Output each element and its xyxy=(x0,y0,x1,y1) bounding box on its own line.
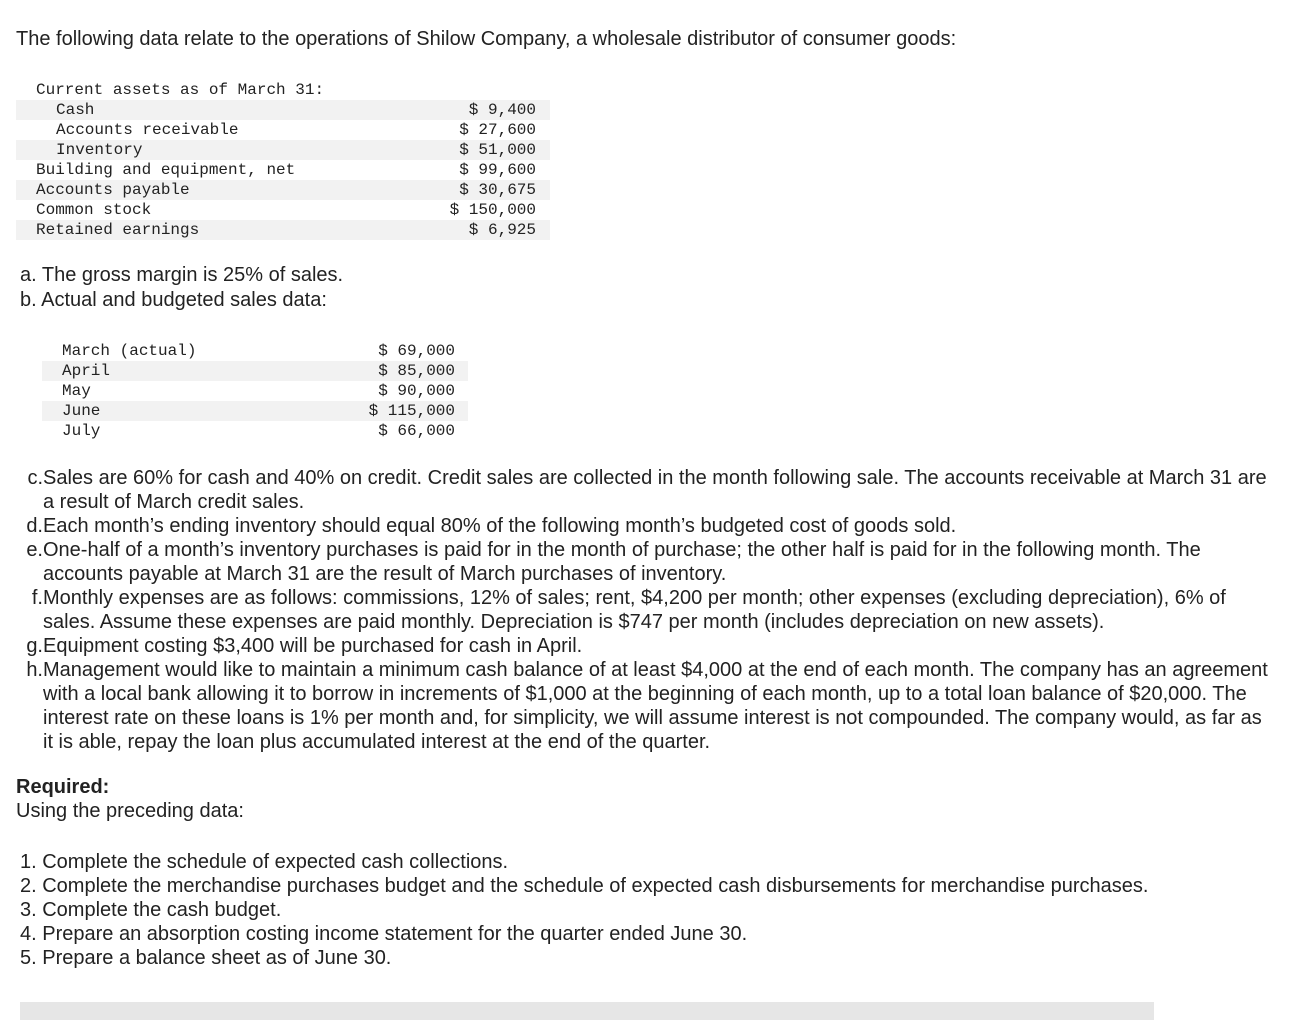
row-value: $ 66,000 xyxy=(378,422,455,440)
point-b: b. Actual and budgeted sales data: xyxy=(20,289,327,311)
bottom-panel-edge xyxy=(20,1002,1154,1020)
row-label: Common stock xyxy=(36,201,152,219)
row-label: Building and equipment, net xyxy=(36,161,296,179)
table-row xyxy=(42,421,468,441)
list-item: 2. Complete the merchandise purchases budget and the schedule of expected cash disbursements for merchandise purchases. xyxy=(20,875,1149,897)
table-row xyxy=(16,140,550,160)
note-text: Management would like to maintain a minimum cash balance of at least $4,000 at the end of each month. The company has an agreement with a local bank allowing it to borrow in increments of $1,000 at the beginning of each month, up to a total loan balance of $20,000. The interest rate on these loans is 1% per month and, for simplicity, we will assume interest is not compounded. The company would, as far as it is able, repay the loan plus accumulated interest at the end of the quarter. xyxy=(43,659,1268,753)
row-value: $ 27,600 xyxy=(459,121,536,139)
list-item xyxy=(20,538,1276,586)
note-marker: f. xyxy=(31,587,43,609)
table-row xyxy=(16,160,550,180)
row-label: Accounts receivable xyxy=(56,121,239,139)
table-row xyxy=(42,381,468,401)
table-row xyxy=(42,401,468,421)
intro-text: The following data relate to the operations of Shilow Company, a wholesale distributor of consumer goods: xyxy=(16,28,957,50)
note-text: One-half of a month’s inventory purchases is paid for in the month of purchase; the other half is paid for in the following month. The accounts payable at March 31 are the result of March purchases of inventory. xyxy=(43,539,1201,585)
required-heading: Required: xyxy=(16,776,110,798)
row-label: June xyxy=(62,402,101,420)
balance-table xyxy=(16,100,550,240)
balance-title: Current assets as of March 31: xyxy=(36,81,325,99)
list-item xyxy=(20,514,1276,538)
table-row xyxy=(16,100,550,120)
tasks-list xyxy=(20,850,1148,970)
note-text: Sales are 60% for cash and 40% on credit. Credit sales are collected in the month following sale. The accounts receivable at March 31 are a result of March credit sales. xyxy=(43,467,1267,513)
list-item xyxy=(20,466,1276,514)
row-label: Retained earnings xyxy=(36,221,200,239)
note-text: Equipment costing $3,400 will be purchased for cash in April. xyxy=(43,635,583,657)
row-value: $ 51,000 xyxy=(459,141,536,159)
note-marker: c. xyxy=(27,467,43,489)
row-label: April xyxy=(62,362,111,380)
table-row xyxy=(42,361,468,381)
list-item: 3. Complete the cash budget. xyxy=(20,899,282,921)
list-item xyxy=(20,658,1276,754)
row-label: Accounts payable xyxy=(36,181,190,199)
note-marker: e. xyxy=(26,539,43,561)
row-label: May xyxy=(62,382,91,400)
note-marker: h. xyxy=(26,659,43,681)
list-item: 4. Prepare an absorption costing income statement for the quarter ended June 30. xyxy=(20,923,748,945)
row-label: Cash xyxy=(56,101,95,119)
points-ab xyxy=(20,263,343,313)
note-marker: g. xyxy=(26,635,43,657)
note-text: Monthly expenses are as follows: commissions, 12% of sales; rent, $4,200 per month; other expenses (excluding depreciation), 6% of sales. Assume these expenses are paid monthly. Depreciation is $747 per month (includes depreciation on new assets). xyxy=(43,587,1226,633)
row-value: $ 150,000 xyxy=(449,201,536,219)
row-label: March (actual) xyxy=(62,342,197,360)
table-row xyxy=(16,220,550,240)
required-subtext: Using the preceding data: xyxy=(16,800,244,822)
row-value: $ 90,000 xyxy=(378,382,455,400)
note-marker: d. xyxy=(26,515,43,537)
table-row xyxy=(16,200,550,220)
row-label: Inventory xyxy=(56,141,143,159)
row-value: $ 30,675 xyxy=(459,181,536,199)
list-item: 1. Complete the schedule of expected cash collections. xyxy=(20,851,509,873)
note-text: Each month’s ending inventory should equal 80% of the following month’s budgeted cost of goods sold. xyxy=(43,515,957,537)
required-section xyxy=(16,775,244,823)
list-item xyxy=(20,586,1276,634)
row-value: $ 9,400 xyxy=(468,101,536,119)
table-row xyxy=(42,341,468,361)
list-item xyxy=(20,634,1276,658)
row-label: July xyxy=(62,422,101,440)
row-value: $ 6,925 xyxy=(468,221,536,239)
row-value: $ 69,000 xyxy=(378,342,455,360)
sales-table xyxy=(42,341,468,441)
table-row xyxy=(16,120,550,140)
row-value: $ 115,000 xyxy=(368,402,455,420)
list-item: 5. Prepare a balance sheet as of June 30. xyxy=(20,947,392,969)
point-a: a. The gross margin is 25% of sales. xyxy=(20,264,344,286)
row-value: $ 85,000 xyxy=(378,362,455,380)
row-value: $ 99,600 xyxy=(459,161,536,179)
table-row xyxy=(16,180,550,200)
notes-list xyxy=(20,466,1276,754)
